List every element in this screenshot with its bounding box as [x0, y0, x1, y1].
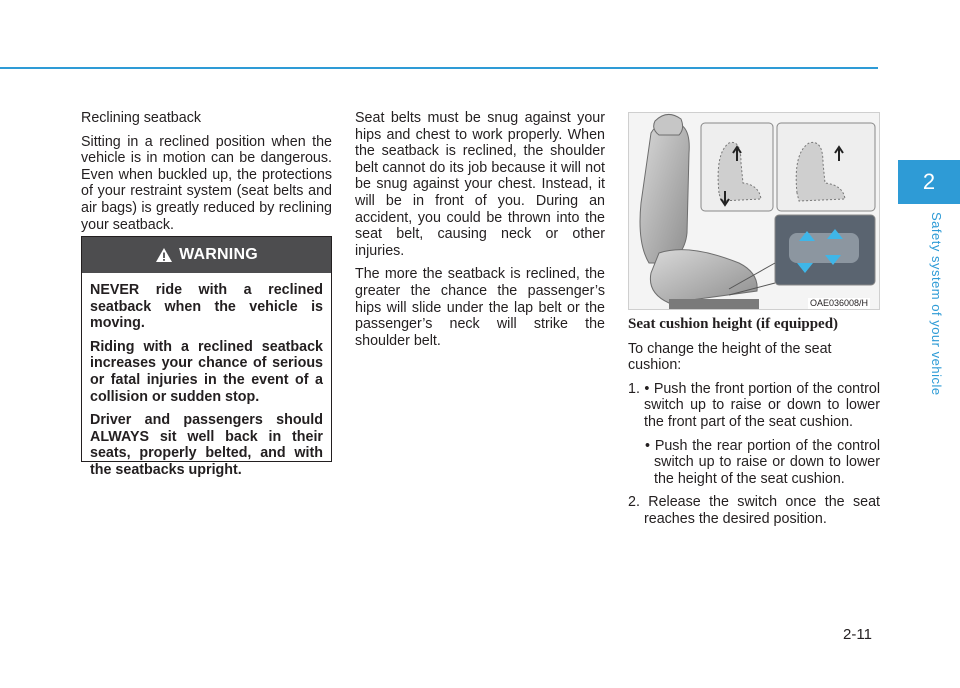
header-rule	[0, 67, 878, 69]
seat-illustration	[628, 112, 880, 310]
warning-box	[81, 236, 332, 478]
warning-paragraph: NEVER ride with a reclined seatback when the vehicle is moving.	[90, 282, 323, 332]
right-column	[628, 316, 880, 535]
chapter-number: 2	[922, 169, 936, 194]
step-1: 1. • Push the front portion of the control switch up to raise or down to lower the front part of the seat cushion.	[628, 380, 880, 430]
recline-effect-paragraph: The more the seatback is reclined, the greater the chance the passenger’s hips will slide under the lap belt or the passenger’s neck will strike the shoulder belt.	[355, 266, 605, 349]
step-2: 2. Release the switch once the seat reaches the desired position.	[628, 494, 880, 527]
figure-code: OAE036008/H	[810, 298, 869, 308]
reclining-paragraph: Sitting in a reclined position when the vehicle is in motion can be dangerous. Even when buckled up, the protections of your restraint system (seat belts and air bags) is greatly reduced by reclining your seatback.	[81, 133, 332, 233]
warning-body	[82, 273, 331, 479]
seat-drawing	[629, 113, 880, 310]
warning-header	[82, 237, 331, 273]
warning-paragraph: Driver and passengers should ALWAYS sit well back in their seats, properly belted, and with the seatbacks upright.	[90, 412, 323, 478]
chapter-tab	[898, 160, 960, 204]
page-number: 2-11	[843, 626, 872, 643]
warning-title: WARNING	[179, 246, 258, 263]
warning-paragraph: Riding with a reclined seatback increases your chance of serious or fatal injuries in the event of a collision or sudden stop.	[90, 338, 323, 405]
step-1-bullet-2: • Push the rear portion of the control switch up to raise or down to lower the height of the seat cushion.	[645, 437, 880, 487]
left-column	[81, 110, 332, 240]
cushion-intro: To change the height of the seat cushion:	[628, 340, 832, 374]
middle-column	[355, 110, 605, 356]
section-heading-reclining: Reclining seatback	[81, 110, 202, 126]
subheading-seat-cushion-height: Seat cushion height (if equipped)	[628, 316, 839, 332]
warning-triangle-icon	[155, 247, 173, 263]
chapter-title: Safety system of your vehicle	[929, 212, 944, 396]
seatbelt-paragraph: Seat belts must be snug against your hips and chest to work properly. When the seatback is reclined, the shoulder belt cannot do its job because it will not be snug against your chest. Instead, it will be in front of you. During an accident, you could be thrown into the seat belt, causing neck or other injuries.	[355, 110, 605, 259]
